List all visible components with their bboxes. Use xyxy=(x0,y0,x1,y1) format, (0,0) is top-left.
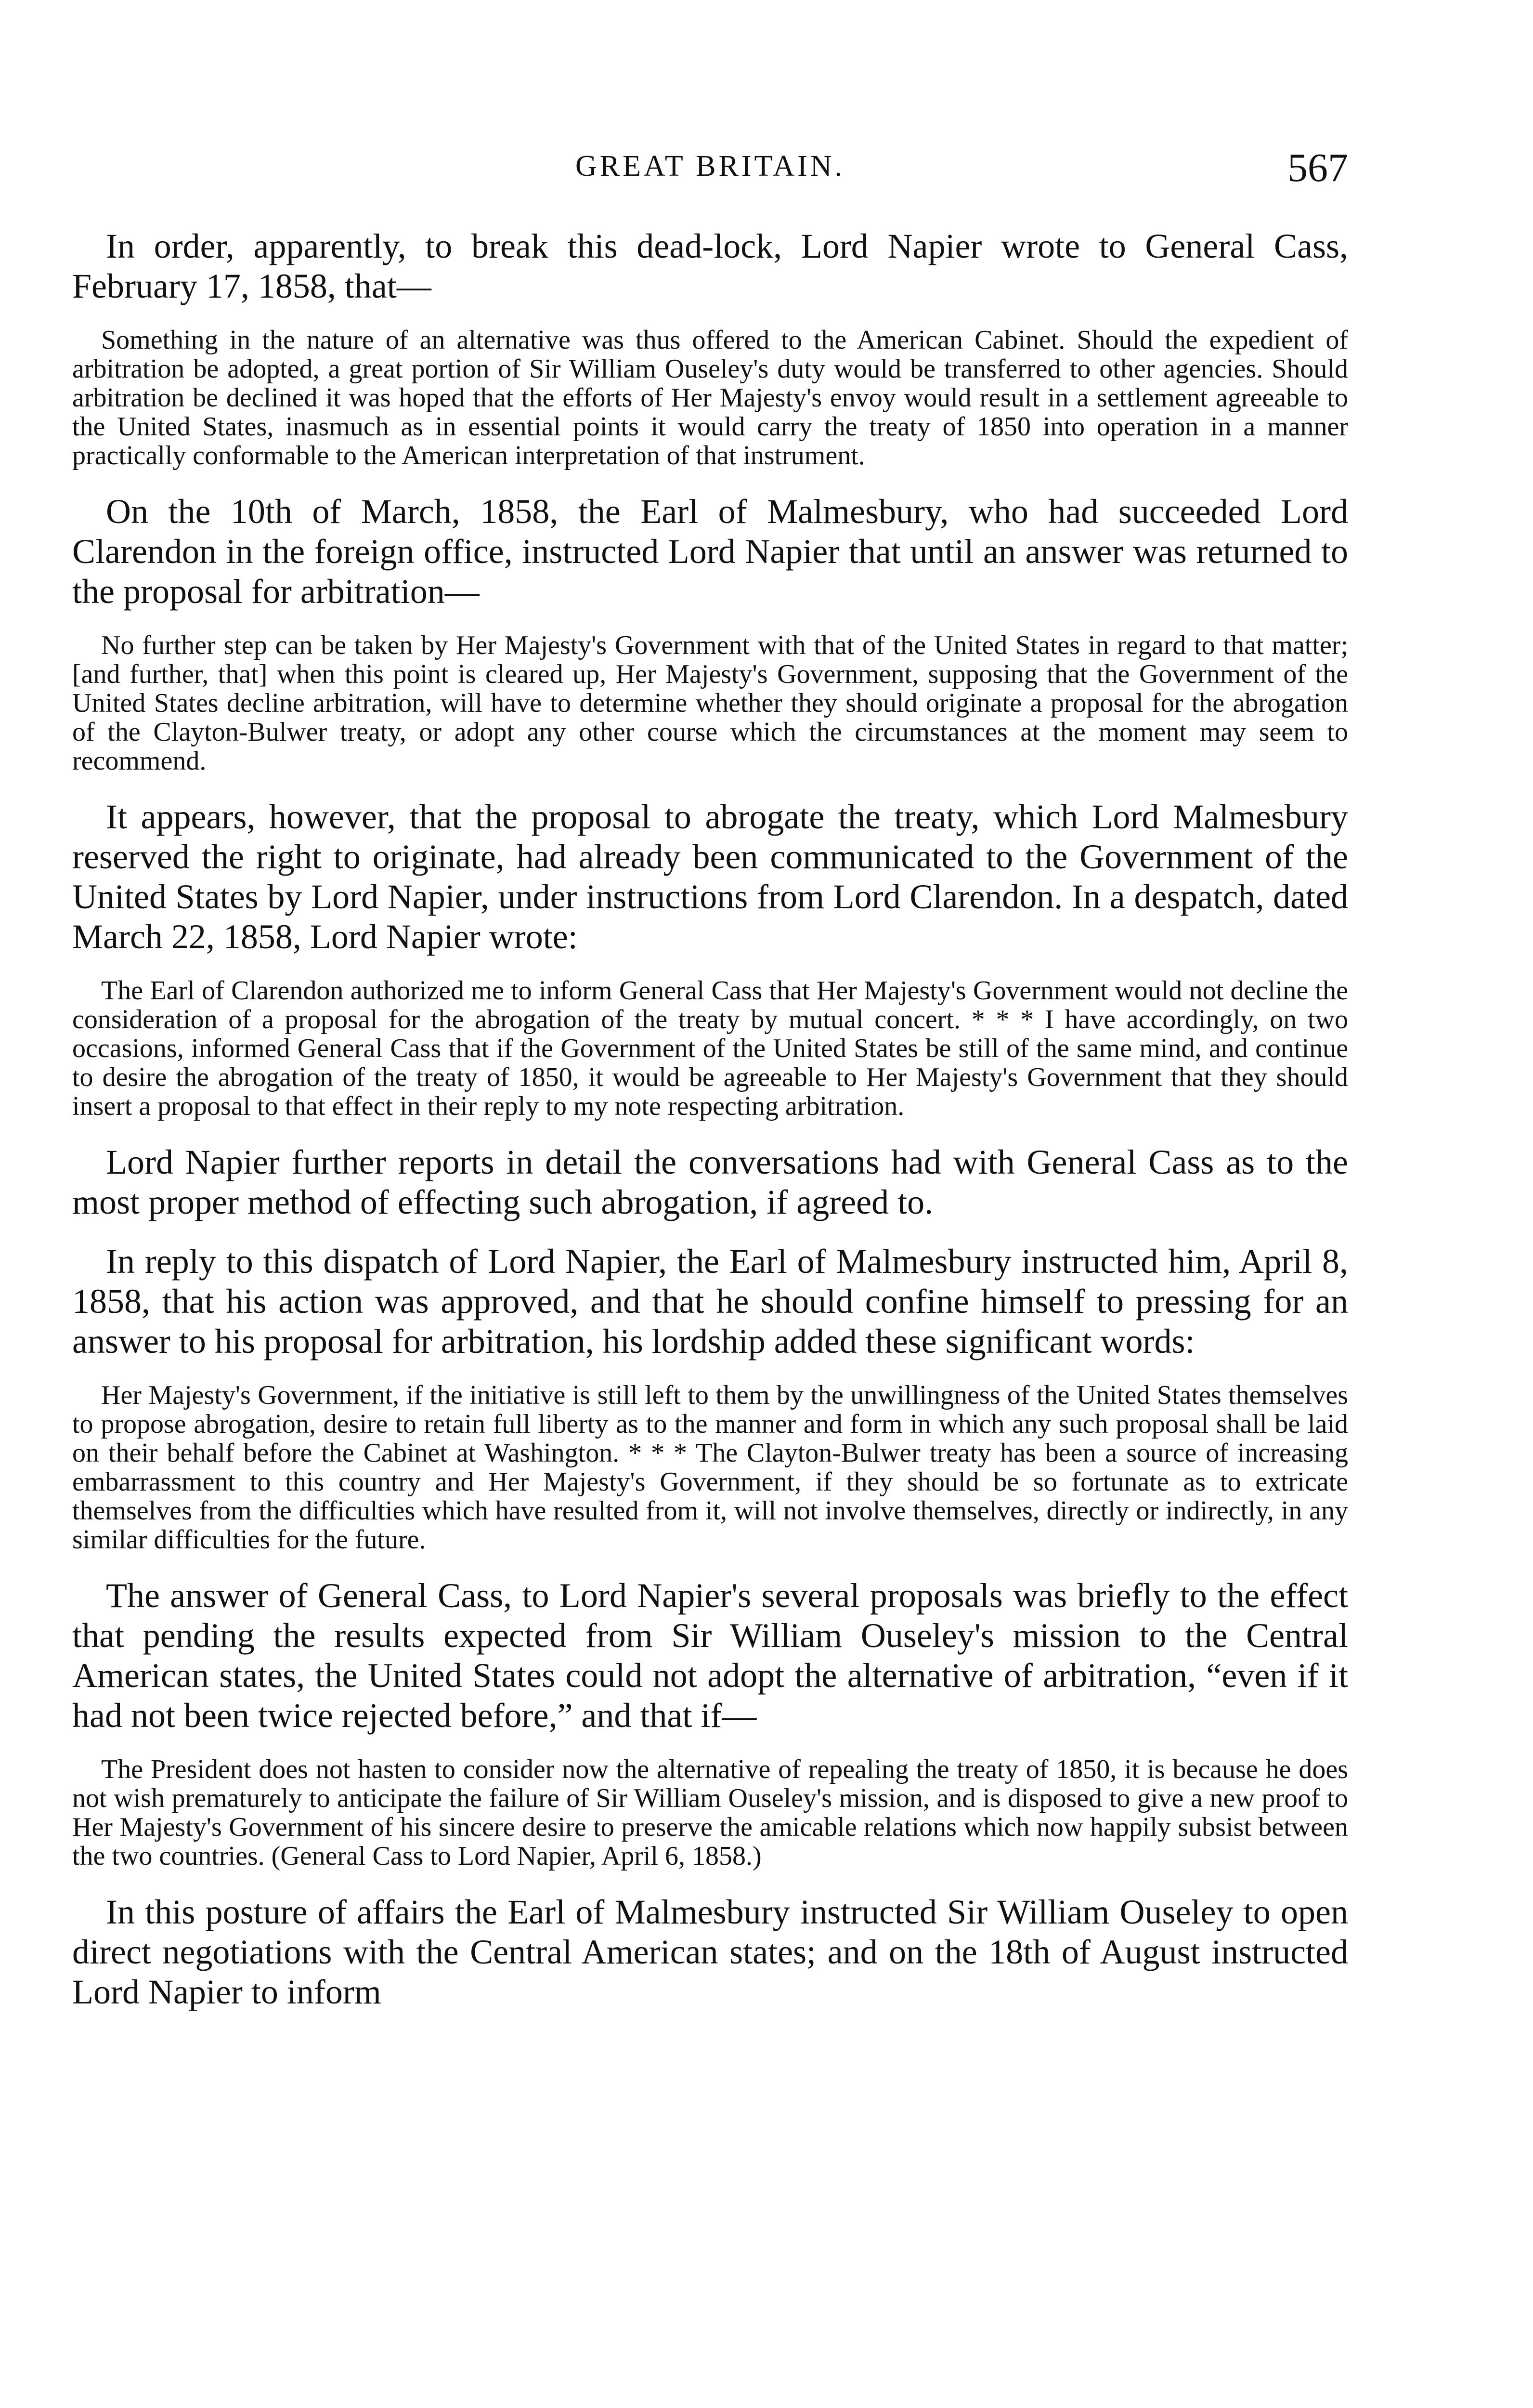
paragraph: In this posture of affairs the Earl of Malmesbury instructed Sir William Ouseley to open direct negotiations with the Central American states; and on the 18th of August instructed Lord Napier to inform xyxy=(72,1893,1348,2011)
page-number: 567 xyxy=(1287,145,1348,190)
paragraph: On the 10th of March, 1858, the Earl of Malmesbury, who had succeeded Lord Clarendon in the foreign office, instructed Lord Napier that until an answer was returned to the proposal for arbitration— xyxy=(72,492,1348,611)
paragraph: The answer of General Cass, to Lord Napier's several proposals was briefly to the effect that pending the results expected from Sir William Ouseley's mission to the Central American states, the United States could not adopt the alternative of arbitration, “even if it had not been twice rejected before,” and that if— xyxy=(72,1576,1348,1735)
paragraph: In order, apparently, to break this dead-lock, Lord Napier wrote to General Cass, February 17, 1858, that— xyxy=(72,227,1348,305)
paragraph: Lord Napier further reports in detail the conversations had with General Cass as to the most proper method of effecting such abrogation, if agreed to. xyxy=(72,1143,1348,1221)
paragraph: It appears, however, that the proposal to abrogate the treaty, which Lord Malmesbury reserved the right to originate, had already been communicated to the Government of the United States by Lord Napier, under instructions from Lord Clarendon. In a despatch, dated March 22, 1858, Lord Napier wrote: xyxy=(72,798,1348,956)
block-quote: The President does not hasten to consider now the alternative of repealing the treaty of 1850, it is because he does not wish prematurely to anticipate the failure of Sir William Ouseley's mission, and is disposed to give a new proof to Her Majesty's Government of his sincere desire to preserve the amicable relations which now happily subsist between the two countries. (General Cass to Lord Napier, April 6, 1858.) xyxy=(72,1754,1348,1871)
page-body xyxy=(72,226,1348,2031)
block-quote: Something in the nature of an alternative was thus offered to the American Cabinet. Should the expedient of arbitration be adopted, a great portion of Sir William Ouseley's duty would be transferred to other agencies. Should arbitration be declined it was hoped that the efforts of Her Majesty's envoy would result in a settlement agreeable to the United States, inasmuch as in essential points it would carry the treaty of 1850 into operation in a manner practically conformable to the American interpretation of that instrument. xyxy=(72,325,1348,471)
block-quote: The Earl of Clarendon authorized me to inform General Cass that Her Majesty's Government would not decline the consideration of a proposal for the abrogation of the treaty by mutual concert. * * * I have accordingly, on two occasions, informed General Cass that if the Government of the United States be still of the same mind, and continue to desire the abrogation of the treaty of 1850, it would be agreeable to Her Majesty's Government that they should insert a proposal to that effect in their reply to my note respecting arbitration. xyxy=(72,976,1348,1121)
block-quote: No further step can be taken by Her Majesty's Government with that of the United States in regard to that matter; [and further, that] when this point is cleared up, Her Majesty's Government, supposing that the Government of the United States decline arbitration, will have to determine whether they should originate a proposal for the abrogation of the Clayton-Bulwer treaty, or adopt any other course which the circumstances at the moment may seem to recommend. xyxy=(72,630,1348,776)
running-title: GREAT BRITAIN. xyxy=(575,150,845,183)
page-header xyxy=(72,144,1348,202)
block-quote: Her Majesty's Government, if the initiative is still left to them by the unwillingness of the United States themselves to propose abrogation, desire to retain full liberty as to the manner and form in which any such proposal shall be laid on their behalf before the Cabinet at Washington. * * * The Clayton-Bulwer treaty has been a source of increasing embarrassment to this country and Her Majesty's Government, if they should be so fortunate as to extricate themselves from the difficulties which have resulted from it, will not involve themselves, directly or indirectly, in any similar difficulties for the future. xyxy=(72,1380,1348,1555)
paragraph: In reply to this dispatch of Lord Napier, the Earl of Malmesbury instructed him, April 8, 1858, that his action was approved, and that he should confine himself to pressing for an answer to his proposal for arbitration, his lordship added these significant words: xyxy=(72,1242,1348,1361)
